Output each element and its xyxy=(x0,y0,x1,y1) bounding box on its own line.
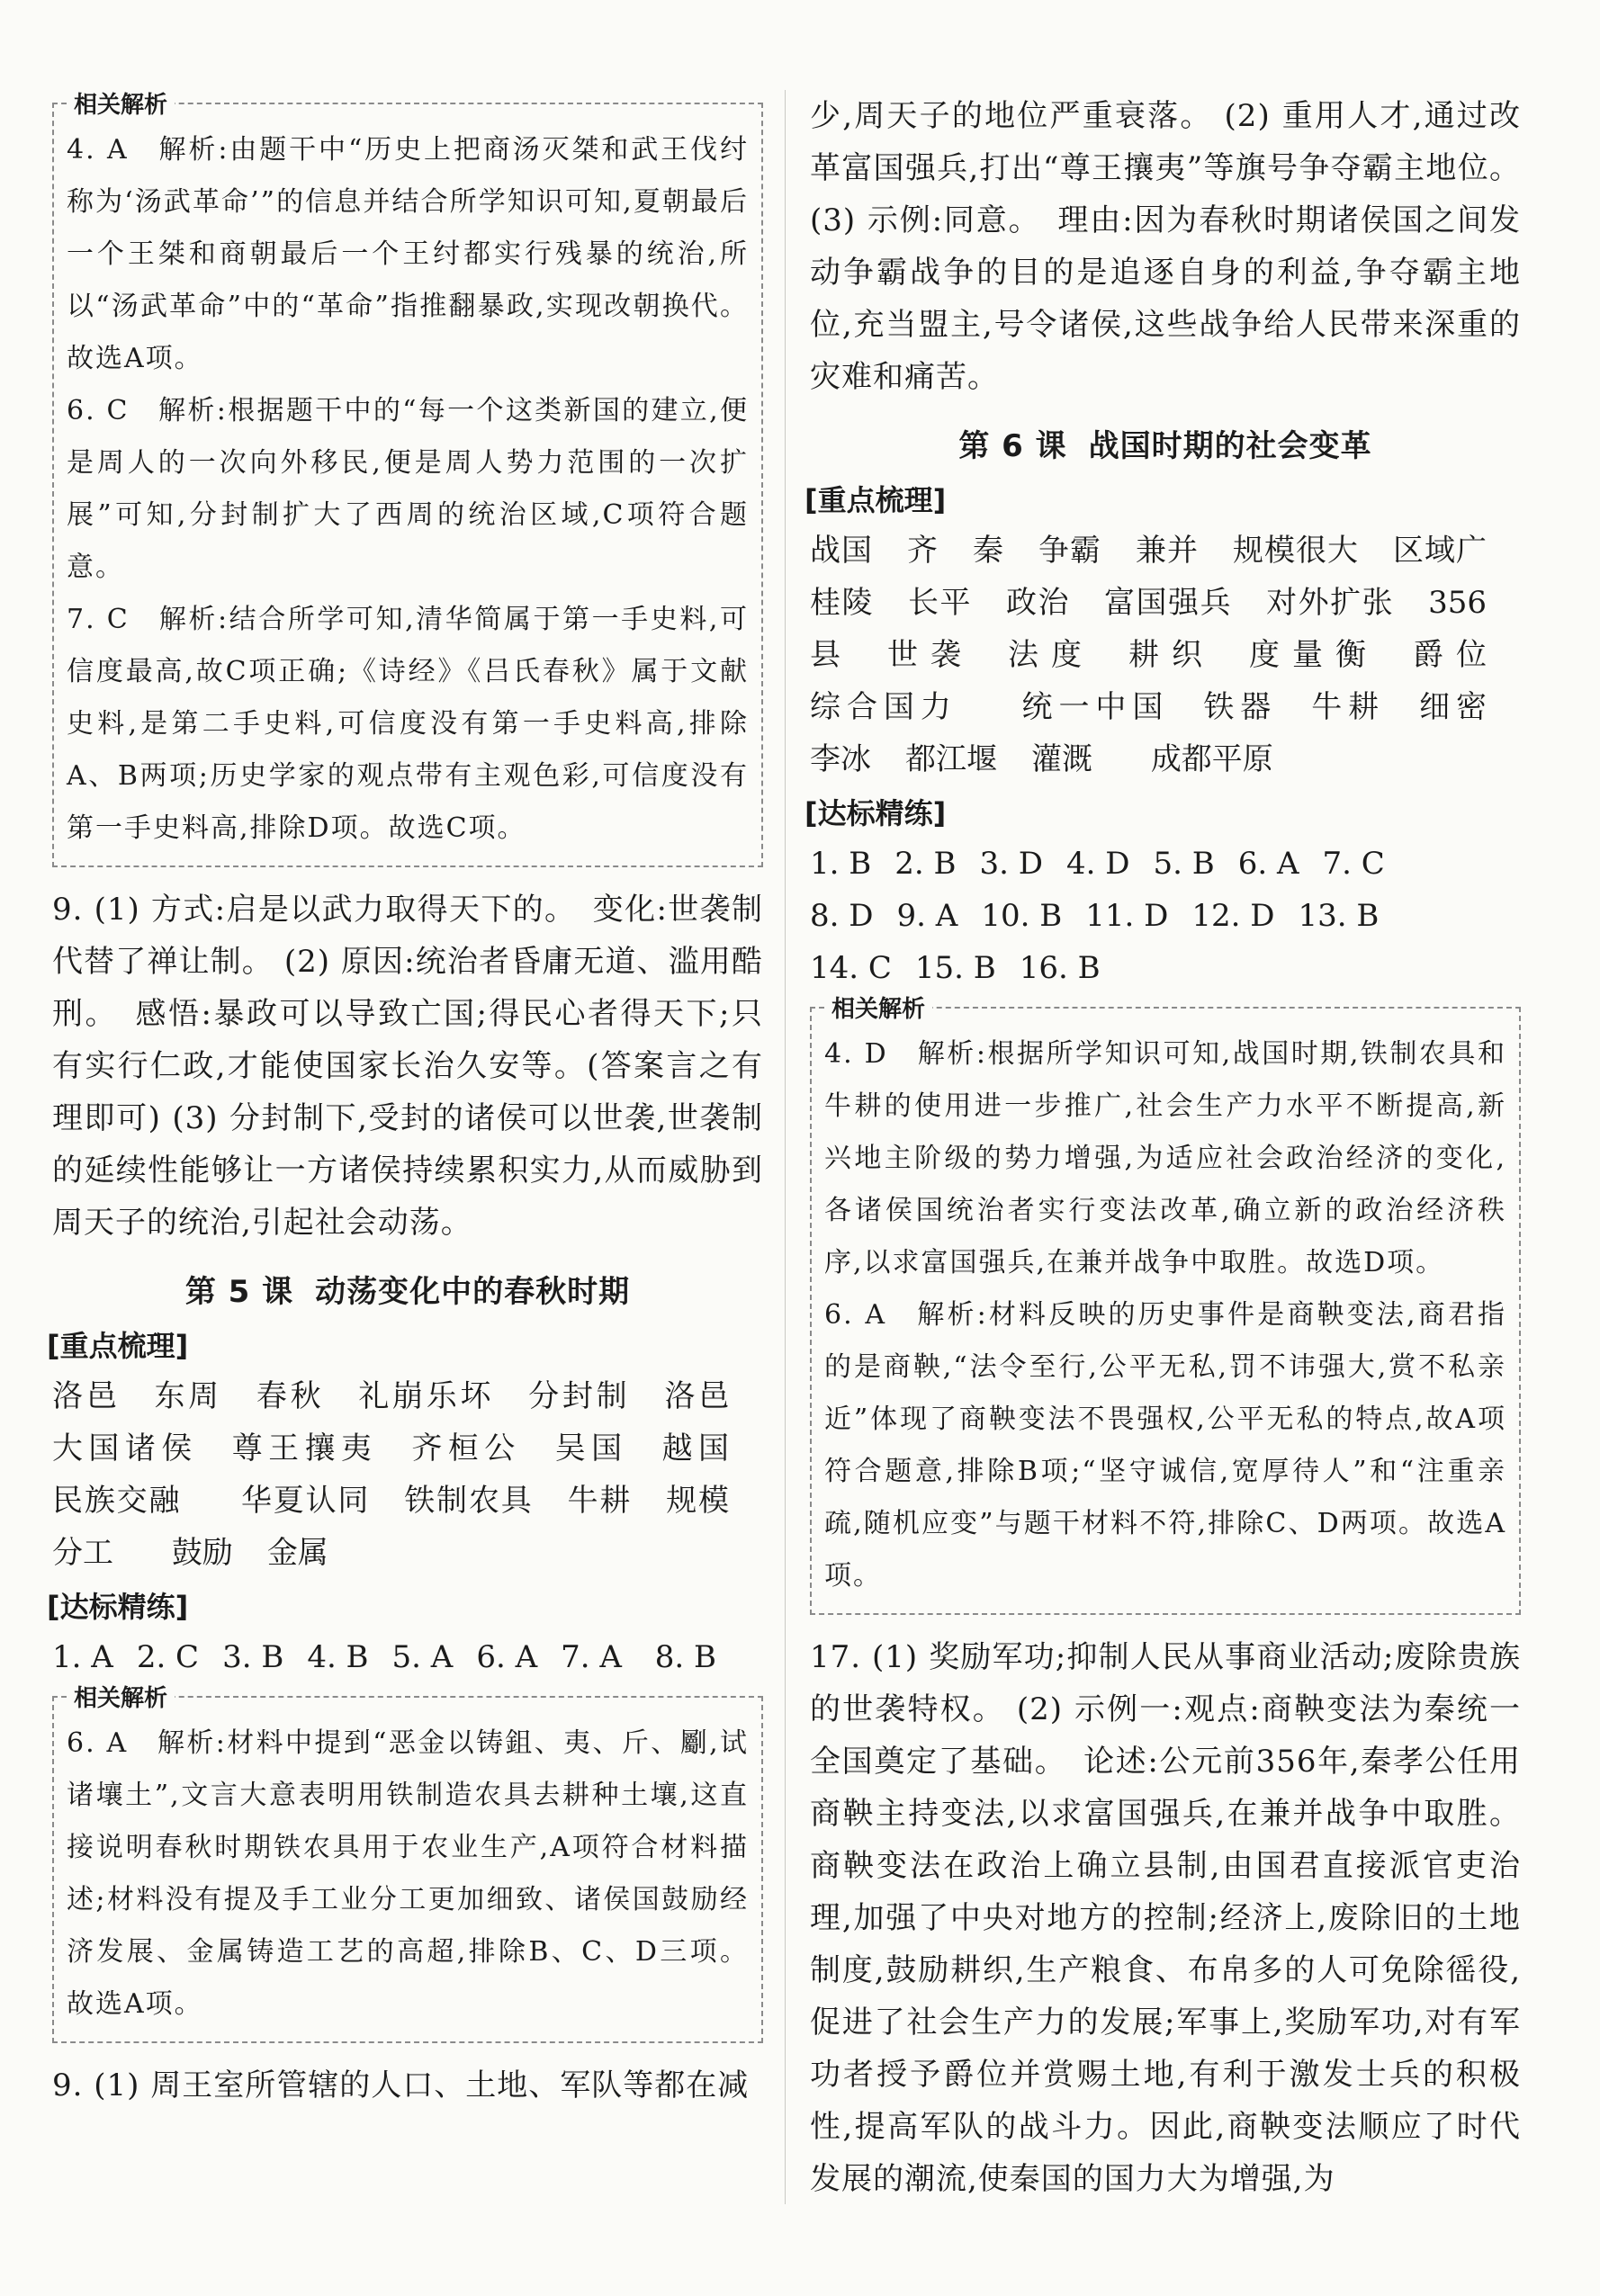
lesson-title: 动荡变化中的春秋时期 xyxy=(315,1274,631,1310)
keyword: 规模 xyxy=(666,1483,730,1519)
keyword: 统一中国 xyxy=(1021,689,1170,725)
answer: 7. A xyxy=(561,1639,622,1675)
keyword: 桂陵 xyxy=(810,585,875,621)
lesson-5-heading xyxy=(52,1267,763,1311)
keyword: 礼崩乐坏 xyxy=(358,1378,495,1414)
answer: 6. A xyxy=(1237,846,1299,882)
question-9-answer: 9. (1) 方式:启是以武力取得天下的。 变化:世袭制代替了禅让制。 (2) 原因:统治者昏庸无道、滥用酷刑。 感悟:暴政可以导致亡国;得民心者得天下;只有实行仁政,才能使国家长治久安等。(答案言之有理即可) (3) 分封制下,受封的诸侯可以世袭,世袭制的延续性能够让一方诸侯持续累积实力,从而威胁到周天子的统治,引起社会动荡。 xyxy=(52,892,763,1241)
question-17-answer: 17. (1) 奖励军功;抑制人民从事商业活动;废除贵族的世袭特权。 (2) 示例一:观点:商鞅变法为秦统一全国奠定了基础。 论述:公元前356年,秦孝公任用商鞅主持变法,以求富国强兵,在兼并战争中取胜。商鞅变法在政治上确立县制,由国君直接派官吏治理,加强了中央对地方的控制;经济上,废除旧的土地制度,鼓励耕织,生产粮食、布帛多的人可免除徭役,促进了社会生产力的发展;军事上,奖励军功,对有军功者授予爵位并赏赐土地,有利于激发士兵的积极性,提高军队的战斗力。因此,商鞅变法顺应了时代发展的潮流,使秦国的国力大为增强,为 xyxy=(810,1639,1521,2197)
answer: 12. D xyxy=(1191,898,1275,934)
section-practice: [达标精练] xyxy=(47,1590,189,1624)
keyword: 春秋 xyxy=(256,1378,325,1414)
column-divider xyxy=(785,90,786,2204)
keyword: 区域广 xyxy=(1393,533,1487,569)
keyword: 耕织 xyxy=(1128,637,1215,673)
keyword: 李冰 xyxy=(810,741,871,777)
analysis-box-lesson5 xyxy=(52,1685,763,2043)
keyword: 牛耕 xyxy=(567,1483,633,1519)
analysis-box-lesson6 xyxy=(810,996,1521,1615)
keyword: 齐桓公 xyxy=(411,1431,521,1466)
answer: 4. B xyxy=(307,1639,369,1675)
analysis-item: 6. A 解析:材料中提到“恶金以铸鉏、夷、斤、劚,试诸壤土”,文言大意表明用铁制造农具去耕种土壤,这直接说明春秋时期铁农具用于农业生产,A项符合材料描述;材料没有提及手工业分工更加细致、诸侯国鼓励经济发展、金属铸造工艺的高超,排除B、C、D三项。故选A项。 xyxy=(67,1727,749,2020)
keyword: 度量衡 xyxy=(1249,637,1379,673)
answer: 11. D xyxy=(1085,898,1169,934)
section-key-points: [重点梳理] xyxy=(804,483,947,517)
keyword: 356 xyxy=(1428,585,1488,621)
keyword: 都江堰 xyxy=(905,741,997,777)
keyword: 对外扩张 xyxy=(1266,585,1395,621)
keyword: 尊王攘夷 xyxy=(231,1431,378,1466)
left-column xyxy=(47,90,763,2112)
answer: 10. B xyxy=(981,898,1063,934)
right-column xyxy=(804,90,1521,2205)
answer: 14. C xyxy=(810,950,892,986)
keyword: 争霸 xyxy=(1038,533,1101,569)
analysis-item: 6. C 解析:根据题干中的“每一个这类新国的建立,便是周人的一次向外移民,便是周人势力范围的一次扩展”可知,分封制扩大了西周的统治区域,C项符合题意。 xyxy=(67,395,749,583)
answer: 1. B xyxy=(810,846,872,882)
keyword-list xyxy=(810,525,1521,785)
analysis-box-lesson4 xyxy=(52,92,763,867)
keyword: 民族交融 xyxy=(52,1483,182,1519)
analysis-box-title: 相关解析 xyxy=(824,991,932,1024)
keyword: 分封制 xyxy=(528,1378,631,1414)
keyword: 县 xyxy=(810,637,853,673)
answer: 4. D xyxy=(1065,846,1130,882)
keyword: 战国 xyxy=(810,533,873,569)
question-9-answer-continued: 少,周天子的地位严重衰落。 (2) 重用人才,通过改革富国强兵,打出“尊王攘夷”等旗号争夺霸主地位。 (3) 示例:同意。 理由:因为春秋时期诸侯国之间发动争霸战争的目的是追逐自身的利益,争夺霸主地位,充当盟主,号令诸侯,这些战争给人民带来深重的灾难和痛苦。 xyxy=(810,98,1521,395)
keyword: 成都平原 xyxy=(1150,741,1273,777)
answer: 3. B xyxy=(222,1639,284,1675)
keyword: 综合国力 xyxy=(810,689,957,725)
keyword: 牛耕 xyxy=(1311,689,1386,725)
answer: 8. D xyxy=(810,898,874,934)
answer: 5. A xyxy=(391,1639,454,1675)
keyword: 华夏认同 xyxy=(240,1483,371,1519)
answer-key xyxy=(810,838,1521,994)
keyword: 兼并 xyxy=(1136,533,1199,569)
lesson-6-heading xyxy=(810,421,1521,465)
keyword: 洛邑 xyxy=(52,1378,121,1414)
lesson-number: 第 6 课 xyxy=(958,428,1067,464)
answer: 8. B xyxy=(654,1639,717,1675)
section-key-points: [重点梳理] xyxy=(47,1329,189,1363)
keyword: 洛邑 xyxy=(664,1378,730,1414)
keyword: 秦 xyxy=(973,533,1004,569)
keyword: 分工 xyxy=(52,1535,113,1571)
keyword: 鼓励 xyxy=(171,1535,233,1571)
analysis-item: 7. C 解析:结合所学可知,清华简属于第一手史料,可信度最高,故C项正确;《诗经》《吕氏春秋》属于文献史料,是第二手史料,可信度没有第一手史料高,排除A、B两项;历史学家的观点带有主观色彩,可信度没有第一手史料高,排除D项。故选C项。 xyxy=(67,604,749,844)
answer: 13. B xyxy=(1298,898,1380,934)
section-practice: [达标精练] xyxy=(804,796,947,830)
answer: 2. B xyxy=(894,846,957,882)
keyword: 规模很大 xyxy=(1233,533,1359,569)
keyword: 爵位 xyxy=(1413,637,1487,673)
analysis-box-title: 相关解析 xyxy=(67,1680,175,1713)
answer: 6. A xyxy=(476,1639,538,1675)
answer-key xyxy=(52,1631,763,1683)
question-9-answer-lesson5: 9. (1) 周王室所管辖的人口、土地、军队等都在减 xyxy=(52,2067,750,2103)
analysis-item: 6. A 解析:材料反映的历史事件是商鞅变法,商君指的是商鞅,“法令至行,公平无私,罚不讳强大,赏不私亲近”体现了商鞅变法不畏强权,公平无私的特点,故A项符合题意,排除B项;“坚守诚信,宽厚待人”和“注重亲疏,随机应变”与题干材料不符,排除C、D两项。故选A项。 xyxy=(824,1299,1506,1592)
lesson-number: 第 5 课 xyxy=(184,1274,294,1310)
answer: 2. C xyxy=(136,1639,200,1675)
answer: 1. A xyxy=(52,1639,113,1675)
analysis-item: 4. D 解析:根据所学知识可知,战国时期,铁制农具和牛耕的使用进一步推广,社会生产力水平不断提高,新兴地主阶级的势力增强,为适应社会政治经济的变化,各诸侯国统治者实行变法改革,确立新的政治经济秩序,以求富国强兵,在兼并战争中取胜。故选D项。 xyxy=(824,1038,1506,1278)
keyword: 铁制农具 xyxy=(404,1483,534,1519)
answer: 16. B xyxy=(1019,950,1101,986)
analysis-item: 4. A 解析:由题干中“历史上把商汤灭桀和武王伐纣称为‘汤武革命’”的信息并结合所学知识可知,夏朝最后一个王桀和商朝最后一个王纣都实行残暴的统治,所以“汤武革命”中的“革命”指推翻暴政,实现改朝换代。故选A项。 xyxy=(67,134,749,374)
keyword: 越国 xyxy=(661,1431,730,1466)
keyword: 世袭 xyxy=(887,637,974,673)
answer: 3. D xyxy=(979,846,1043,882)
keyword: 齐 xyxy=(907,533,939,569)
keyword: 大国诸侯 xyxy=(52,1431,198,1466)
keyword: 富国强兵 xyxy=(1104,585,1233,621)
keyword: 灌溉 xyxy=(1031,741,1092,777)
keyword: 长平 xyxy=(908,585,973,621)
answer: 5. B xyxy=(1153,846,1215,882)
answer: 7. C xyxy=(1322,846,1385,882)
answer: 15. B xyxy=(914,950,996,986)
answer: 9. A xyxy=(896,898,958,934)
keyword: 铁器 xyxy=(1203,689,1278,725)
keyword: 东周 xyxy=(154,1378,222,1414)
keyword: 吴国 xyxy=(554,1431,628,1466)
lesson-title: 战国时期的社会变革 xyxy=(1088,428,1372,464)
keyword: 细密 xyxy=(1419,689,1488,725)
keyword: 政治 xyxy=(1006,585,1071,621)
keyword-list xyxy=(52,1370,763,1579)
analysis-box-title: 相关解析 xyxy=(67,86,175,120)
keyword: 法度 xyxy=(1008,637,1094,673)
keyword: 金属 xyxy=(266,1535,328,1571)
